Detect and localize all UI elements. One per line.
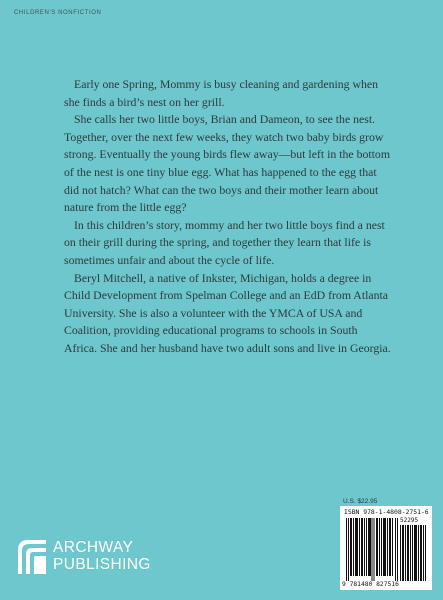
- price-addon-code: 52295: [400, 517, 419, 524]
- publisher-subname: PUBLISHING: [53, 556, 151, 573]
- back-cover-blurb: [64, 76, 392, 358]
- ean-barcode-bars: [346, 518, 398, 581]
- price-label: U.S. $22.95: [343, 498, 378, 505]
- addon-barcode-bars: [400, 525, 426, 581]
- publisher-name: ARCHWAY: [53, 539, 134, 556]
- blurb-paragraph: In this children’s story, mommy and her two little boys find a nest on their grill during the spring, and together they learn that life is sometimes unfair and about the cycle of life.: [64, 217, 385, 267]
- barcode: [340, 506, 432, 590]
- blurb-paragraph: She calls her two little boys, Brian and Dameon, to see the nest. Together, over the next few weeks, they watch two baby birds grow strong. Eventually the young birds flew away—but left in the bottom of the nest is one tiny blue egg. What has happened to the egg that did not hatch? What can the two boys and their mother learn about nature from the little egg?: [64, 112, 390, 215]
- ean-digits: 9 781480 827516: [342, 581, 399, 588]
- category-label: CHILDREN'S NONFICTION: [14, 10, 102, 16]
- author-bio: Beryl Mitchell, a native of Inkster, Michigan, holds a degree in Child Development from Spelman College and an EdD from Atlanta University. She is also a volunteer with the YMCA of USA and Coalition, providing educational programs to schools in South Africa. She and her husband have two adult sons and live in Georgia.: [64, 270, 391, 355]
- isbn-text: ISBN 978-1-4808-2751-6: [344, 508, 429, 516]
- archway-logo-icon: [18, 540, 46, 574]
- blurb-paragraph: Early one Spring, Mommy is busy cleaning and gardening when she finds a bird’s nest on her grill.: [64, 77, 379, 109]
